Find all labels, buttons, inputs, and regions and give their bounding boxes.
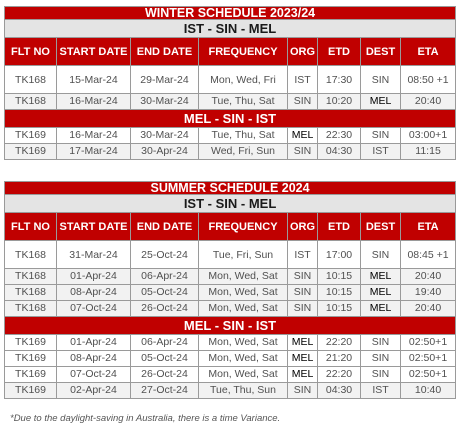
eta-cell: 03:00+1 bbox=[401, 128, 456, 144]
col-end-date: END DATE bbox=[131, 213, 199, 241]
col-etd: ETD bbox=[318, 38, 361, 66]
flt-no-cell: TK168 bbox=[5, 285, 57, 301]
table-row bbox=[5, 128, 456, 144]
flt-no-cell: TK168 bbox=[5, 66, 57, 94]
dest-cell: SIN bbox=[361, 335, 401, 351]
table-row bbox=[5, 383, 456, 399]
table-row bbox=[5, 66, 456, 94]
org-cell: SIN bbox=[288, 285, 318, 301]
flt-no-cell: TK169 bbox=[5, 383, 57, 399]
frequency-cell: Mon, Wed, Sat bbox=[199, 351, 288, 367]
flt-no-cell: TK169 bbox=[5, 351, 57, 367]
start-date-cell: 15-Mar-24 bbox=[57, 66, 131, 94]
frequency-cell: Mon, Wed, Sat bbox=[199, 335, 288, 351]
table-row bbox=[5, 269, 456, 285]
frequency-cell: Tue, Fri, Sun bbox=[199, 241, 288, 269]
eta-cell: 11:15 bbox=[401, 144, 456, 160]
flt-no-cell: TK169 bbox=[5, 128, 57, 144]
end-date-cell: 27-Oct-24 bbox=[131, 383, 199, 399]
etd-cell: 04:30 bbox=[318, 144, 361, 160]
dest-cell: SIN bbox=[361, 66, 401, 94]
col-dest: DEST bbox=[361, 38, 401, 66]
eta-cell: 20:40 bbox=[401, 301, 456, 317]
col-dest: DEST bbox=[361, 213, 401, 241]
etd-cell: 17:30 bbox=[318, 66, 361, 94]
start-date-cell: 17-Mar-24 bbox=[57, 144, 131, 160]
flt-no-cell: TK168 bbox=[5, 241, 57, 269]
dest-cell: IST bbox=[361, 144, 401, 160]
table-row bbox=[5, 241, 456, 269]
dest-cell: IST bbox=[361, 383, 401, 399]
frequency-cell: Mon, Wed, Sat bbox=[199, 367, 288, 383]
winter-outbound-route: IST - SIN - MEL bbox=[5, 20, 456, 38]
dest-cell: SIN bbox=[361, 241, 401, 269]
eta-cell: 20:40 bbox=[401, 94, 456, 110]
start-date-cell: 08-Apr-24 bbox=[57, 351, 131, 367]
dest-cell: SIN bbox=[361, 351, 401, 367]
frequency-cell: Tue, Thu, Sat bbox=[199, 128, 288, 144]
dest-cell: MEL bbox=[361, 301, 401, 317]
winter-schedule-table bbox=[4, 6, 456, 160]
org-cell: IST bbox=[288, 66, 318, 94]
col-org: ORG bbox=[288, 213, 318, 241]
org-cell: MEL bbox=[288, 335, 318, 351]
table-row bbox=[5, 367, 456, 383]
eta-cell: 20:40 bbox=[401, 269, 456, 285]
summer-outbound-route: IST - SIN - MEL bbox=[5, 195, 456, 213]
start-date-cell: 16-Mar-24 bbox=[57, 94, 131, 110]
end-date-cell: 06-Apr-24 bbox=[131, 335, 199, 351]
end-date-cell: 05-Oct-24 bbox=[131, 285, 199, 301]
eta-cell: 08:50 +1 bbox=[401, 66, 456, 94]
etd-cell: 10:15 bbox=[318, 269, 361, 285]
flt-no-cell: TK169 bbox=[5, 335, 57, 351]
dest-cell: MEL bbox=[361, 269, 401, 285]
start-date-cell: 31-Mar-24 bbox=[57, 241, 131, 269]
col-frequency: FREQUENCY bbox=[199, 213, 288, 241]
dest-cell: MEL bbox=[361, 285, 401, 301]
org-cell: SIN bbox=[288, 94, 318, 110]
start-date-cell: 01-Apr-24 bbox=[57, 269, 131, 285]
table-row bbox=[5, 335, 456, 351]
frequency-cell: Mon, Wed, Fri bbox=[199, 66, 288, 94]
frequency-cell: Mon, Wed, Sat bbox=[199, 301, 288, 317]
flt-no-cell: TK168 bbox=[5, 269, 57, 285]
org-cell: MEL bbox=[288, 367, 318, 383]
col-flt-no: FLT NO bbox=[5, 213, 57, 241]
col-frequency: FREQUENCY bbox=[199, 38, 288, 66]
start-date-cell: 16-Mar-24 bbox=[57, 128, 131, 144]
end-date-cell: 05-Oct-24 bbox=[131, 351, 199, 367]
flt-no-cell: TK169 bbox=[5, 144, 57, 160]
frequency-cell: Mon, Wed, Sat bbox=[199, 285, 288, 301]
col-org: ORG bbox=[288, 38, 318, 66]
daylight-saving-footnote: *Due to the daylight-saving in Australia, there is a time Variance. bbox=[10, 413, 281, 424]
org-cell: MEL bbox=[288, 128, 318, 144]
etd-cell: 04:30 bbox=[318, 383, 361, 399]
table-row bbox=[5, 144, 456, 160]
winter-column-headers bbox=[5, 38, 456, 66]
frequency-cell: Wed, Fri, Sun bbox=[199, 144, 288, 160]
col-flt-no: FLT NO bbox=[5, 38, 57, 66]
eta-cell: 10:40 bbox=[401, 383, 456, 399]
start-date-cell: 08-Apr-24 bbox=[57, 285, 131, 301]
etd-cell: 22:30 bbox=[318, 128, 361, 144]
eta-cell: 19:40 bbox=[401, 285, 456, 301]
start-date-cell: 07-Oct-24 bbox=[57, 301, 131, 317]
etd-cell: 10:15 bbox=[318, 285, 361, 301]
etd-cell: 10:20 bbox=[318, 94, 361, 110]
org-cell: SIN bbox=[288, 383, 318, 399]
flt-no-cell: TK168 bbox=[5, 94, 57, 110]
etd-cell: 21:20 bbox=[318, 351, 361, 367]
org-cell: SIN bbox=[288, 301, 318, 317]
table-row bbox=[5, 351, 456, 367]
col-etd: ETD bbox=[318, 213, 361, 241]
flt-no-cell: TK168 bbox=[5, 301, 57, 317]
eta-cell: 02:50+1 bbox=[401, 367, 456, 383]
table-row bbox=[5, 285, 456, 301]
end-date-cell: 25-Oct-24 bbox=[131, 241, 199, 269]
end-date-cell: 30-Mar-24 bbox=[131, 128, 199, 144]
start-date-cell: 07-Oct-24 bbox=[57, 367, 131, 383]
dest-cell: SIN bbox=[361, 367, 401, 383]
dest-cell: MEL bbox=[361, 94, 401, 110]
eta-cell: 08:45 +1 bbox=[401, 241, 456, 269]
summer-schedule-title: SUMMER SCHEDULE 2024 bbox=[5, 182, 456, 195]
col-start-date: START DATE bbox=[57, 213, 131, 241]
org-cell: SIN bbox=[288, 269, 318, 285]
col-start-date: START DATE bbox=[57, 38, 131, 66]
summer-schedule-table bbox=[4, 181, 456, 399]
org-cell: MEL bbox=[288, 351, 318, 367]
frequency-cell: Mon, Wed, Sat bbox=[199, 269, 288, 285]
table-row bbox=[5, 301, 456, 317]
summer-column-headers bbox=[5, 213, 456, 241]
winter-schedule-title: WINTER SCHEDULE 2023/24 bbox=[5, 7, 456, 20]
etd-cell: 17:00 bbox=[318, 241, 361, 269]
table-row bbox=[5, 94, 456, 110]
col-end-date: END DATE bbox=[131, 38, 199, 66]
frequency-cell: Tue, Thu, Sun bbox=[199, 383, 288, 399]
start-date-cell: 01-Apr-24 bbox=[57, 335, 131, 351]
end-date-cell: 26-Oct-24 bbox=[131, 367, 199, 383]
col-eta: ETA bbox=[401, 213, 456, 241]
flt-no-cell: TK169 bbox=[5, 367, 57, 383]
summer-return-route: MEL - SIN - IST bbox=[5, 317, 456, 335]
org-cell: IST bbox=[288, 241, 318, 269]
end-date-cell: 26-Oct-24 bbox=[131, 301, 199, 317]
start-date-cell: 02-Apr-24 bbox=[57, 383, 131, 399]
etd-cell: 22:20 bbox=[318, 367, 361, 383]
etd-cell: 22:20 bbox=[318, 335, 361, 351]
dest-cell: SIN bbox=[361, 128, 401, 144]
col-eta: ETA bbox=[401, 38, 456, 66]
end-date-cell: 30-Mar-24 bbox=[131, 94, 199, 110]
end-date-cell: 30-Apr-24 bbox=[131, 144, 199, 160]
eta-cell: 02:50+1 bbox=[401, 351, 456, 367]
etd-cell: 10:15 bbox=[318, 301, 361, 317]
winter-return-route: MEL - SIN - IST bbox=[5, 110, 456, 128]
end-date-cell: 06-Apr-24 bbox=[131, 269, 199, 285]
end-date-cell: 29-Mar-24 bbox=[131, 66, 199, 94]
eta-cell: 02:50+1 bbox=[401, 335, 456, 351]
frequency-cell: Tue, Thu, Sat bbox=[199, 94, 288, 110]
org-cell: SIN bbox=[288, 144, 318, 160]
